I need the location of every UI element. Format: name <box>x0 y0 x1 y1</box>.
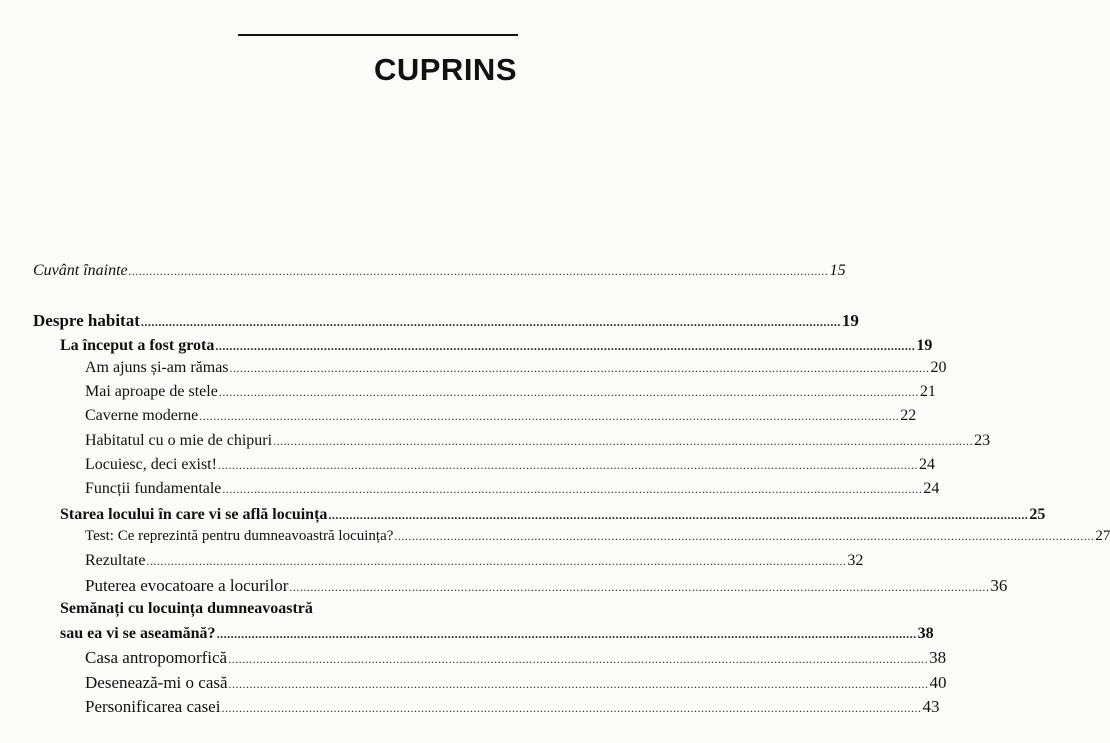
toc-leader-dots: ........................................................................................................................................................................................................ <box>289 580 990 594</box>
toc-entry <box>85 456 935 474</box>
toc-page-number: 20 <box>930 359 947 376</box>
toc-entry-label: Test: Ce reprezintă pentru dumneavoastră locuința? <box>85 528 394 544</box>
toc-entry <box>85 576 1008 596</box>
toc-leader-dots: ........................................................................................................................................................................................................ <box>199 409 900 423</box>
toc-leader-dots: ........................................................................................................................................................................................................ <box>222 482 923 496</box>
toc-entry-label: Am ajuns și-am rămas <box>85 359 229 376</box>
toc-entry-label: Rezultate <box>85 552 146 569</box>
toc-page-number: 38 <box>917 625 934 642</box>
toc-entry-foreword <box>33 262 846 280</box>
toc-leader-dots: ........................................................................................................................................................................................................ <box>215 339 916 353</box>
toc-page-number: 21 <box>919 383 936 400</box>
toc-entry-label: Locuiesc, deci exist! <box>85 456 217 473</box>
toc-entry-label: Despre habitat <box>33 311 140 330</box>
toc-leader-dots: ........................................................................................................................................................................................................ <box>221 701 922 715</box>
toc-entry-label: Puterea evocatoare a locurilor <box>85 576 289 595</box>
toc-entry-label: La început a fost grota <box>60 337 215 354</box>
toc-entry <box>85 552 864 570</box>
toc-entry-label: Funcții fundamentale <box>85 480 222 497</box>
toc-entry <box>85 359 947 377</box>
toc-entry-label: Cuvânt înainte <box>33 262 128 279</box>
header-rule <box>238 34 518 36</box>
toc-leader-dots: ........................................................................................................................................................................................................ <box>217 458 918 472</box>
toc-page-number: 25 <box>1029 506 1046 523</box>
toc-entry <box>85 480 940 498</box>
toc-page-number: 36 <box>990 576 1008 595</box>
toc-leader-dots: ........................................................................................................................................................................................................ <box>229 361 930 375</box>
toc-entry-label-line1: Semănați cu locuința dumneavoastră <box>60 600 313 617</box>
toc-leader-dots: ........................................................................................................................................................................................................ <box>228 652 929 666</box>
toc-leader-dots: ........................................................................................................................................................................................................ <box>228 677 929 691</box>
toc-leader-dots: ........................................................................................................................................................................................................ <box>128 264 829 278</box>
toc-entry-chapter-grota <box>60 337 933 355</box>
toc-page-number: 15 <box>829 262 846 279</box>
toc-entry-chapter-semanati <box>60 625 934 643</box>
page-title: CUPRINS <box>373 52 517 87</box>
toc-entry <box>85 383 936 401</box>
toc-entry-part-habitat <box>33 311 859 331</box>
toc-entry-test <box>85 528 1110 545</box>
toc-entry <box>85 648 947 668</box>
toc-page-number: 24 <box>923 480 940 497</box>
toc-entry <box>85 697 940 717</box>
toc-leader-dots: ........................................................................................................................................................................................................ <box>394 529 1095 543</box>
toc-entry-label: Mai aproape de stele <box>85 383 218 400</box>
toc-page-number: 43 <box>922 697 940 716</box>
toc-entry-label: Personificarea casei <box>85 697 221 716</box>
toc-leader-dots: ........................................................................................................................................................................................................ <box>218 385 919 399</box>
toc-page-number: 40 <box>929 673 947 692</box>
toc-entry-label: Starea locului în care vi se află locuința <box>60 506 328 523</box>
toc-page-number: 27 <box>1095 528 1110 544</box>
toc-leader-dots: ........................................................................................................................................................................................................ <box>273 434 974 448</box>
toc-page-number: 24 <box>918 456 935 473</box>
toc-entry-label: sau ea vi se aseamănă? <box>60 625 216 642</box>
toc-entry-label: Habitatul cu o mie de chipuri <box>85 432 273 449</box>
toc-leader-dots: ........................................................................................................................................................................................................ <box>146 554 847 568</box>
toc-page-number: 38 <box>929 648 947 667</box>
toc-leader-dots: ........................................................................................................................................................................................................ <box>328 508 1029 522</box>
toc-leader-dots: ........................................................................................................................................................................................................ <box>216 627 917 641</box>
toc-entry-label: Casa antropomorfică <box>85 648 228 667</box>
toc-entry <box>85 407 917 425</box>
toc-page-number: 19 <box>841 311 859 330</box>
toc-entry-label: Caverne moderne <box>85 407 199 424</box>
toc-entry <box>85 432 991 450</box>
toc-page-number: 23 <box>974 432 991 449</box>
toc-page-number: 32 <box>847 552 864 569</box>
toc-entry-label: Desenează-mi o casă <box>85 673 228 692</box>
toc-entry <box>85 673 947 693</box>
toc-page-number: 19 <box>916 337 933 354</box>
toc-page-number: 22 <box>900 407 917 424</box>
toc-entry-chapter-starea <box>60 506 1046 524</box>
toc-leader-dots: ........................................................................................................................................................................................................ <box>140 315 841 329</box>
